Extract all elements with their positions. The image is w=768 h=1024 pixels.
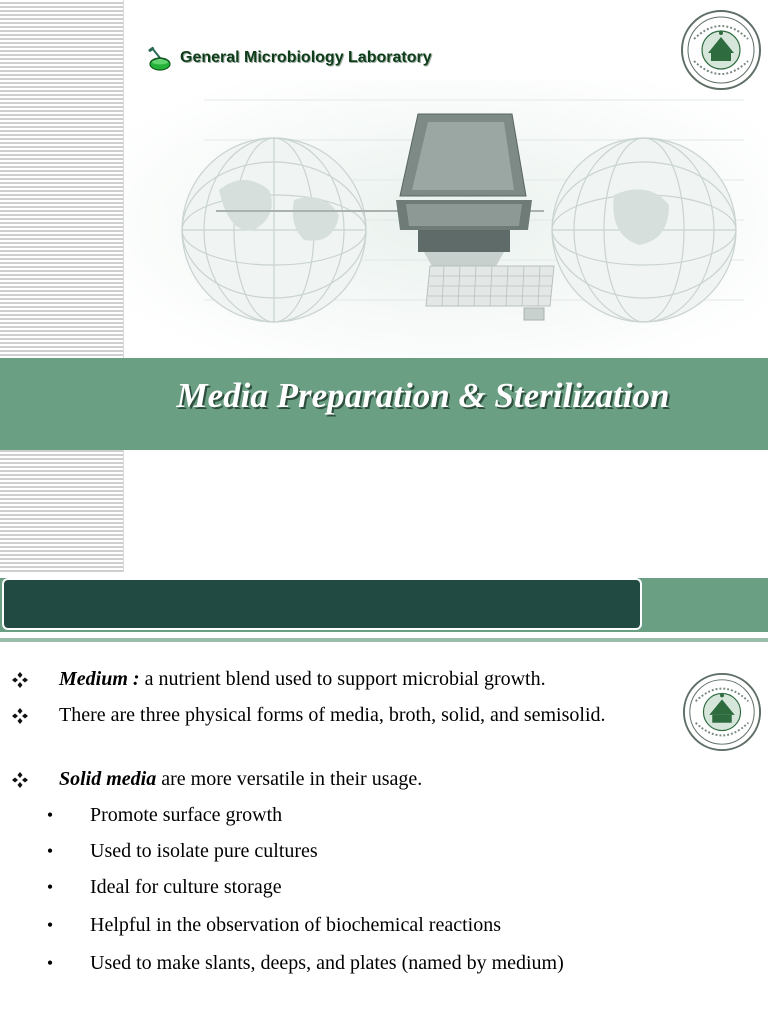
bullet-text: Used to isolate pure cultures (90, 840, 318, 862)
content-slide (0, 572, 768, 1024)
sub-bullet-item (0, 910, 700, 948)
sub-bullet-item (0, 948, 700, 1012)
bullet-text: Promote surface growth (90, 804, 283, 826)
bullet-text: Used to make slants, deeps, and plates (named by medium) (90, 952, 564, 974)
bullet-emphasis: Solid media (59, 768, 157, 790)
diamond-bullet-icon (8, 664, 32, 694)
bullet-dot: • (46, 953, 54, 973)
bullet-text: are more versatile in their usage. (156, 768, 423, 790)
bullet-dot: • (46, 805, 54, 825)
sub-bullet-item (0, 872, 700, 910)
slide-title: Media Preparation & Sterilization (176, 376, 670, 415)
bullet-dot: • (46, 915, 54, 935)
bullet-text: Helpful in the observation of biochemical reactions (90, 914, 501, 936)
bullet-item (0, 664, 700, 700)
lab-title: General Microbiology Laboratory (180, 49, 432, 66)
striped-sidebar (0, 0, 124, 572)
diamond-bullet-icon (8, 700, 32, 730)
bullet-emphasis: Medium : (59, 668, 140, 690)
sub-bullet-item (0, 836, 700, 872)
bullet-dot: • (46, 841, 54, 861)
bullet-dot: • (46, 877, 54, 897)
lab-header (146, 44, 432, 72)
header-divider (0, 638, 768, 642)
bullet-text: Ideal for culture storage (90, 876, 282, 898)
computer-globe-illustration (124, 80, 768, 360)
left-globe (182, 138, 366, 322)
bullet-list (0, 664, 700, 1012)
diamond-bullet-icon (8, 764, 32, 794)
bullet-item (0, 764, 700, 800)
right-globe (552, 138, 736, 322)
sub-bullet-item (0, 800, 700, 836)
bullet-text: There are three physical forms of media, broth, solid, and semisolid. (59, 704, 606, 726)
header-title-box (2, 578, 642, 630)
university-seal-icon (680, 9, 762, 91)
flask-icon (146, 44, 172, 72)
bullet-text: a nutrient blend used to support microbial growth. (139, 668, 546, 690)
bullet-item (0, 700, 700, 764)
